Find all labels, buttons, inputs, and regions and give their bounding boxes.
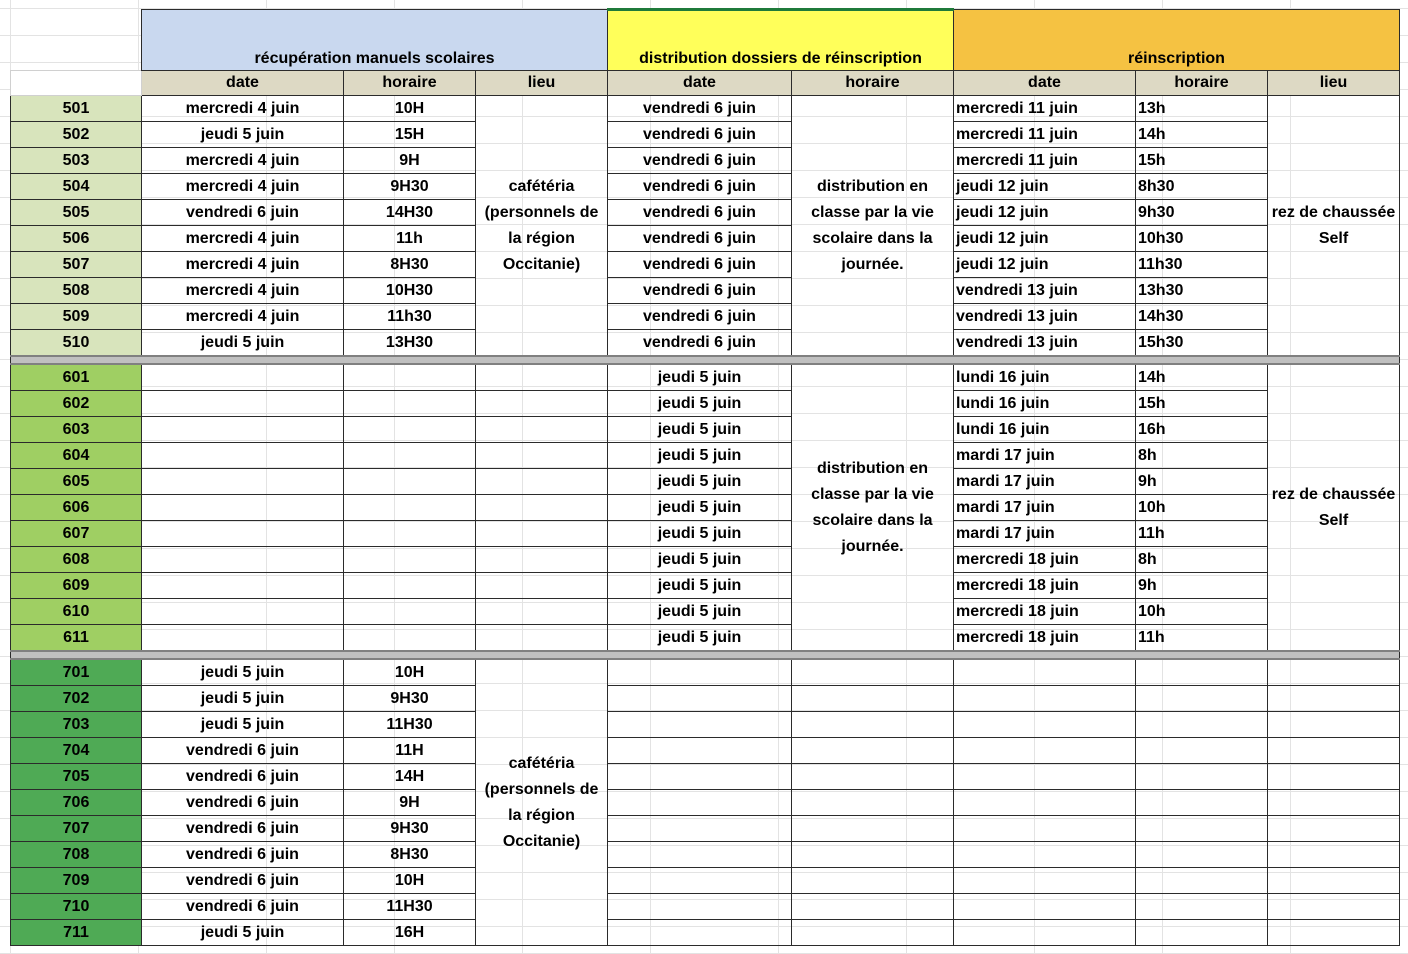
recup-lieu-cell[interactable] [476,547,608,573]
recup-date-cell[interactable] [142,547,344,573]
row-label[interactable]: 704 [11,738,142,764]
reinsc-date-cell[interactable] [954,842,1136,868]
table-row [11,816,1400,842]
reinsc-lieu-cell[interactable] [1268,659,1400,686]
reinsc-horaire-cell[interactable]: 13h [1136,96,1268,122]
table-row [11,96,1400,122]
table-row [11,495,1400,521]
table-row [11,148,1400,174]
recup-date-cell[interactable]: vendredi 6 juin [142,764,344,790]
table-row [11,625,1400,652]
reinsc-date-cell[interactable]: mercredi 11 juin [954,122,1136,148]
reinsc-horaire-cell[interactable] [1136,816,1268,842]
row-label[interactable]: 503 [11,148,142,174]
reinsc-lieu-cell[interactable]: rez de chaussée Self [1268,96,1400,357]
reinsc-lieu-cell[interactable] [1268,816,1400,842]
separator-row [11,356,1400,364]
recup-date-cell[interactable]: jeudi 5 juin [142,712,344,738]
reinsc-lieu-cell[interactable] [1268,764,1400,790]
reinsc-date-cell[interactable] [954,894,1136,920]
reinsc-horaire-cell[interactable] [1136,659,1268,686]
reinsc-date-cell[interactable]: mercredi 18 juin [954,573,1136,599]
table-row [11,573,1400,599]
recup-horaire-cell[interactable]: 8H30 [344,252,476,278]
row-label[interactable]: 605 [11,469,142,495]
recup-date-cell[interactable]: vendredi 6 juin [142,842,344,868]
row-label[interactable]: 506 [11,226,142,252]
column-header-row [11,71,1400,96]
recup-horaire-cell[interactable]: 14H [344,764,476,790]
row-label[interactable]: 603 [11,417,142,443]
col-header-reinsc-lieu[interactable]: lieu [1268,71,1400,96]
distrib-date-cell[interactable]: vendredi 6 juin [608,148,792,174]
distrib-date-cell[interactable] [608,686,792,712]
table-row [11,443,1400,469]
reinsc-date-cell[interactable]: lundi 16 juin [954,417,1136,443]
recup-date-cell[interactable] [142,495,344,521]
distrib-date-cell[interactable] [608,894,792,920]
reinsc-horaire-cell[interactable]: 11h [1136,625,1268,652]
recup-lieu-cell[interactable] [476,469,608,495]
row-label[interactable]: 501 [11,96,142,122]
row-label[interactable]: 707 [11,816,142,842]
distrib-horaire-cell[interactable]: distribution en classe par la vie scolaire dans la journée. [792,364,954,651]
recup-date-cell[interactable] [142,391,344,417]
recup-date-cell[interactable] [142,599,344,625]
reinsc-horaire-cell[interactable]: 14h30 [1136,304,1268,330]
recup-horaire-cell[interactable]: 11H30 [344,712,476,738]
row-label[interactable]: 711 [11,920,142,946]
recup-date-cell[interactable] [142,625,344,652]
reinsc-horaire-cell[interactable]: 8h [1136,443,1268,469]
recup-horaire-cell[interactable] [344,599,476,625]
table-row [11,278,1400,304]
distrib-date-cell[interactable]: jeudi 5 juin [608,599,792,625]
recup-horaire-cell[interactable]: 10H30 [344,278,476,304]
col-header-reinsc-horaire[interactable]: horaire [1136,71,1268,96]
recup-date-cell[interactable]: jeudi 5 juin [142,330,344,357]
distrib-horaire-cell[interactable] [792,764,954,790]
reinsc-horaire-cell[interactable]: 11h [1136,521,1268,547]
reinsc-date-cell[interactable] [954,659,1136,686]
row-label[interactable]: 601 [11,364,142,391]
table-row [11,790,1400,816]
reinsc-horaire-cell[interactable] [1136,712,1268,738]
reinsc-date-cell[interactable]: mardi 17 juin [954,469,1136,495]
reinsc-date-cell[interactable] [954,816,1136,842]
separator [11,651,1400,659]
distrib-date-cell[interactable]: vendredi 6 juin [608,252,792,278]
distrib-horaire-cell[interactable] [792,816,954,842]
col-header-recup-lieu[interactable]: lieu [476,71,608,96]
distrib-date-cell[interactable]: jeudi 5 juin [608,443,792,469]
row-label[interactable]: 504 [11,174,142,200]
reinsc-horaire-cell[interactable]: 13h30 [1136,278,1268,304]
distrib-date-cell[interactable]: jeudi 5 juin [608,625,792,652]
reinsc-horaire-cell[interactable]: 8h [1136,547,1268,573]
distrib-date-cell[interactable]: vendredi 6 juin [608,122,792,148]
distrib-date-cell[interactable]: jeudi 5 juin [608,391,792,417]
recup-date-cell[interactable]: mercredi 4 juin [142,278,344,304]
reinsc-date-cell[interactable]: mercredi 18 juin [954,547,1136,573]
reinsc-date-cell[interactable] [954,738,1136,764]
reinsc-horaire-cell[interactable]: 15h [1136,391,1268,417]
recup-date-cell[interactable]: vendredi 6 juin [142,738,344,764]
recup-date-cell[interactable]: mercredi 4 juin [142,148,344,174]
recup-horaire-cell[interactable] [344,547,476,573]
recup-date-cell[interactable]: jeudi 5 juin [142,920,344,946]
distrib-date-cell[interactable]: vendredi 6 juin [608,226,792,252]
reinsc-horaire-cell[interactable]: 15h30 [1136,330,1268,357]
reinsc-lieu-cell[interactable] [1268,868,1400,894]
recup-horaire-cell[interactable]: 10H [344,659,476,686]
recup-lieu-cell[interactable]: cafétéria (personnels de la région Occitanie) [476,96,608,357]
recup-horaire-cell[interactable] [344,495,476,521]
header-distribution[interactable]: distribution dossiers de réinscription [608,10,954,71]
table-row [11,894,1400,920]
row-label[interactable]: 606 [11,495,142,521]
recup-horaire-cell[interactable] [344,417,476,443]
reinsc-date-cell[interactable]: mercredi 11 juin [954,96,1136,122]
corner-cell[interactable] [11,10,142,71]
distrib-horaire-cell[interactable] [792,920,954,946]
recup-date-cell[interactable]: jeudi 5 juin [142,686,344,712]
reinsc-date-cell[interactable]: mardi 17 juin [954,495,1136,521]
table-row [11,226,1400,252]
recup-horaire-cell[interactable]: 9H [344,148,476,174]
reinsc-horaire-cell[interactable]: 10h [1136,599,1268,625]
col-header-reinsc-date[interactable]: date [954,71,1136,96]
reinsc-date-cell[interactable] [954,790,1136,816]
recup-lieu-cell[interactable] [476,391,608,417]
recup-horaire-cell[interactable]: 10H [344,868,476,894]
table-row [11,712,1400,738]
table-row [11,920,1400,946]
recup-horaire-cell[interactable] [344,443,476,469]
recup-horaire-cell[interactable]: 9H30 [344,686,476,712]
table-row [11,122,1400,148]
recup-date-cell[interactable]: vendredi 6 juin [142,868,344,894]
recup-lieu-cell[interactable] [476,625,608,652]
reinsc-horaire-cell[interactable] [1136,894,1268,920]
reinsc-horaire-cell[interactable]: 11h30 [1136,252,1268,278]
distrib-date-cell[interactable] [608,790,792,816]
recup-lieu-cell[interactable] [476,364,608,391]
recup-horaire-cell[interactable] [344,469,476,495]
reinsc-date-cell[interactable]: mercredi 18 juin [954,599,1136,625]
recup-horaire-cell[interactable]: 11h30 [344,304,476,330]
reinsc-horaire-cell[interactable]: 15h [1136,148,1268,174]
row-label[interactable]: 709 [11,868,142,894]
distrib-horaire-cell[interactable] [792,712,954,738]
table-row [11,686,1400,712]
recup-horaire-cell[interactable] [344,625,476,652]
distrib-date-cell[interactable]: vendredi 6 juin [608,304,792,330]
recup-date-cell[interactable] [142,469,344,495]
distrib-horaire-cell[interactable]: distribution en classe par la vie scolaire dans la journée. [792,96,954,357]
col-header-recup-date[interactable]: date [142,71,344,96]
recup-lieu-cell[interactable] [476,495,608,521]
table-row [11,764,1400,790]
reinsc-lieu-cell[interactable]: rez de chaussée Self [1268,364,1400,651]
reinsc-lieu-cell[interactable] [1268,920,1400,946]
distrib-date-cell[interactable]: vendredi 6 juin [608,278,792,304]
reinsc-lieu-cell[interactable] [1268,842,1400,868]
table-row [11,252,1400,278]
table-row [11,469,1400,495]
table-row [11,659,1400,686]
distrib-date-cell[interactable]: jeudi 5 juin [608,364,792,391]
reinsc-date-cell[interactable]: vendredi 13 juin [954,330,1136,357]
row-label[interactable]: 602 [11,391,142,417]
distrib-horaire-cell[interactable] [792,659,954,686]
recup-horaire-cell[interactable] [344,364,476,391]
reinsc-date-cell[interactable]: jeudi 12 juin [954,252,1136,278]
group-5-rows [11,96,1400,357]
reinsc-date-cell[interactable]: vendredi 13 juin [954,304,1136,330]
table-row [11,738,1400,764]
recup-lieu-cell[interactable] [476,521,608,547]
reinsc-date-cell[interactable] [954,868,1136,894]
recup-date-cell[interactable] [142,417,344,443]
row-label[interactable]: 510 [11,330,142,357]
reinsc-horaire-cell[interactable] [1136,738,1268,764]
recup-horaire-cell[interactable]: 10H [344,96,476,122]
separator-row [11,651,1400,659]
group-7-rows [11,659,1400,946]
reinsc-lieu-cell[interactable] [1268,894,1400,920]
reinsc-date-cell[interactable]: vendredi 13 juin [954,278,1136,304]
table-row [11,417,1400,443]
distrib-date-cell[interactable]: jeudi 5 juin [608,469,792,495]
reinsc-date-cell[interactable]: jeudi 12 juin [954,174,1136,200]
table-row [11,200,1400,226]
reinsc-date-cell[interactable] [954,764,1136,790]
recup-date-cell[interactable]: vendredi 6 juin [142,894,344,920]
row-label[interactable]: 507 [11,252,142,278]
recup-lieu-cell[interactable] [476,443,608,469]
recup-date-cell[interactable] [142,573,344,599]
reinsc-date-cell[interactable]: mercredi 18 juin [954,625,1136,652]
distrib-date-cell[interactable]: jeudi 5 juin [608,521,792,547]
reinsc-horaire-cell[interactable] [1136,920,1268,946]
table-row [11,842,1400,868]
distrib-date-cell[interactable]: vendredi 6 juin [608,330,792,357]
table-row [11,547,1400,573]
reinsc-horaire-cell[interactable]: 8h30 [1136,174,1268,200]
recup-horaire-cell[interactable] [344,573,476,599]
row-label[interactable]: 710 [11,894,142,920]
distrib-date-cell[interactable] [608,659,792,686]
row-label[interactable]: 609 [11,573,142,599]
recup-horaire-cell[interactable]: 11h [344,226,476,252]
recup-date-cell[interactable]: jeudi 5 juin [142,122,344,148]
separator [11,356,1400,364]
reinsc-lieu-cell[interactable] [1268,738,1400,764]
recup-lieu-cell[interactable] [476,573,608,599]
schedule-table [10,8,1400,946]
recup-horaire-cell[interactable] [344,521,476,547]
row-label[interactable]: 706 [11,790,142,816]
row-label[interactable]: 509 [11,304,142,330]
distrib-horaire-cell[interactable] [792,790,954,816]
recup-date-cell[interactable]: mercredi 4 juin [142,252,344,278]
distrib-date-cell[interactable] [608,764,792,790]
reinsc-date-cell[interactable]: mercredi 11 juin [954,148,1136,174]
row-label[interactable]: 610 [11,599,142,625]
recup-lieu-cell[interactable]: cafétéria (personnels de la région Occitanie) [476,659,608,946]
distrib-date-cell[interactable]: vendredi 6 juin [608,200,792,226]
reinsc-horaire-cell[interactable]: 16h [1136,417,1268,443]
reinsc-lieu-cell[interactable] [1268,686,1400,712]
header-recuperation[interactable]: récupération manuels scolaires [142,10,608,71]
recup-date-cell[interactable]: jeudi 5 juin [142,659,344,686]
table-row [11,330,1400,357]
row-label[interactable]: 705 [11,764,142,790]
recup-horaire-cell[interactable]: 16H [344,920,476,946]
table-row [11,304,1400,330]
recup-date-cell[interactable] [142,364,344,391]
reinsc-date-cell[interactable]: lundi 16 juin [954,391,1136,417]
row-label[interactable]: 508 [11,278,142,304]
reinsc-horaire-cell[interactable] [1136,842,1268,868]
distrib-date-cell[interactable]: jeudi 5 juin [608,417,792,443]
recup-horaire-cell[interactable]: 14H30 [344,200,476,226]
col-header-recup-horaire[interactable]: horaire [344,71,476,96]
reinsc-horaire-cell[interactable] [1136,686,1268,712]
reinsc-horaire-cell[interactable]: 14h [1136,122,1268,148]
row-label[interactable]: 703 [11,712,142,738]
corner-cell-2[interactable] [11,71,142,96]
distrib-date-cell[interactable]: jeudi 5 juin [608,547,792,573]
row-label[interactable]: 502 [11,122,142,148]
table-row [11,391,1400,417]
recup-lieu-cell[interactable] [476,417,608,443]
row-label[interactable]: 701 [11,659,142,686]
header-reinscription[interactable]: réinscription [954,10,1400,71]
recup-date-cell[interactable]: mercredi 4 juin [142,304,344,330]
section-header-row [11,10,1400,71]
distrib-date-cell[interactable] [608,712,792,738]
distrib-horaire-cell[interactable] [792,868,954,894]
recup-horaire-cell[interactable]: 9H [344,790,476,816]
distrib-date-cell[interactable]: jeudi 5 juin [608,573,792,599]
recup-date-cell[interactable]: mercredi 4 juin [142,226,344,252]
recup-date-cell[interactable] [142,443,344,469]
row-label[interactable]: 702 [11,686,142,712]
reinsc-date-cell[interactable] [954,920,1136,946]
reinsc-date-cell[interactable] [954,712,1136,738]
col-header-distrib-horaire[interactable]: horaire [792,71,954,96]
distrib-date-cell[interactable] [608,816,792,842]
row-label[interactable]: 604 [11,443,142,469]
recup-horaire-cell[interactable]: 11H [344,738,476,764]
recup-date-cell[interactable]: vendredi 6 juin [142,816,344,842]
reinsc-date-cell[interactable]: mardi 17 juin [954,521,1136,547]
recup-horaire-cell[interactable]: 13H30 [344,330,476,357]
reinsc-date-cell[interactable]: mardi 17 juin [954,443,1136,469]
row-label[interactable]: 611 [11,625,142,652]
reinsc-horaire-cell[interactable]: 10h30 [1136,226,1268,252]
row-label[interactable]: 607 [11,521,142,547]
reinsc-lieu-cell[interactable] [1268,712,1400,738]
col-header-distrib-date[interactable]: date [608,71,792,96]
distrib-date-cell[interactable] [608,868,792,894]
distrib-horaire-cell[interactable] [792,894,954,920]
table-row [11,174,1400,200]
reinsc-horaire-cell[interactable] [1136,868,1268,894]
row-label[interactable]: 708 [11,842,142,868]
row-label[interactable]: 505 [11,200,142,226]
distrib-date-cell[interactable]: jeudi 5 juin [608,495,792,521]
recup-date-cell[interactable]: mercredi 4 juin [142,96,344,122]
table-row [11,599,1400,625]
recup-horaire-cell[interactable]: 9H30 [344,816,476,842]
recup-horaire-cell[interactable]: 15H [344,122,476,148]
reinsc-horaire-cell[interactable]: 14h [1136,364,1268,391]
reinsc-date-cell[interactable]: jeudi 12 juin [954,226,1136,252]
recup-horaire-cell[interactable]: 8H30 [344,842,476,868]
recup-horaire-cell[interactable]: 11H30 [344,894,476,920]
group-6-rows [11,364,1400,651]
reinsc-lieu-cell[interactable] [1268,790,1400,816]
reinsc-date-cell[interactable] [954,686,1136,712]
reinsc-horaire-cell[interactable]: 9h30 [1136,200,1268,226]
distrib-date-cell[interactable] [608,920,792,946]
recup-horaire-cell[interactable] [344,391,476,417]
recup-horaire-cell[interactable]: 9H30 [344,174,476,200]
distrib-horaire-cell[interactable] [792,686,954,712]
reinsc-horaire-cell[interactable]: 9h [1136,573,1268,599]
table-row [11,364,1400,391]
reinsc-date-cell[interactable]: jeudi 12 juin [954,200,1136,226]
recup-date-cell[interactable]: mercredi 4 juin [142,174,344,200]
distrib-horaire-cell[interactable] [792,738,954,764]
recup-date-cell[interactable]: vendredi 6 juin [142,200,344,226]
distrib-horaire-cell[interactable] [792,842,954,868]
table-row [11,868,1400,894]
reinsc-horaire-cell[interactable]: 10h [1136,495,1268,521]
reinsc-horaire-cell[interactable]: 9h [1136,469,1268,495]
recup-date-cell[interactable] [142,521,344,547]
recup-date-cell[interactable]: vendredi 6 juin [142,790,344,816]
recup-lieu-cell[interactable] [476,599,608,625]
row-label[interactable]: 608 [11,547,142,573]
reinsc-horaire-cell[interactable] [1136,790,1268,816]
reinsc-horaire-cell[interactable] [1136,764,1268,790]
table-row [11,521,1400,547]
distrib-date-cell[interactable]: vendredi 6 juin [608,174,792,200]
distrib-date-cell[interactable] [608,738,792,764]
distrib-date-cell[interactable]: vendredi 6 juin [608,96,792,122]
distrib-date-cell[interactable] [608,842,792,868]
reinsc-date-cell[interactable]: lundi 16 juin [954,364,1136,391]
